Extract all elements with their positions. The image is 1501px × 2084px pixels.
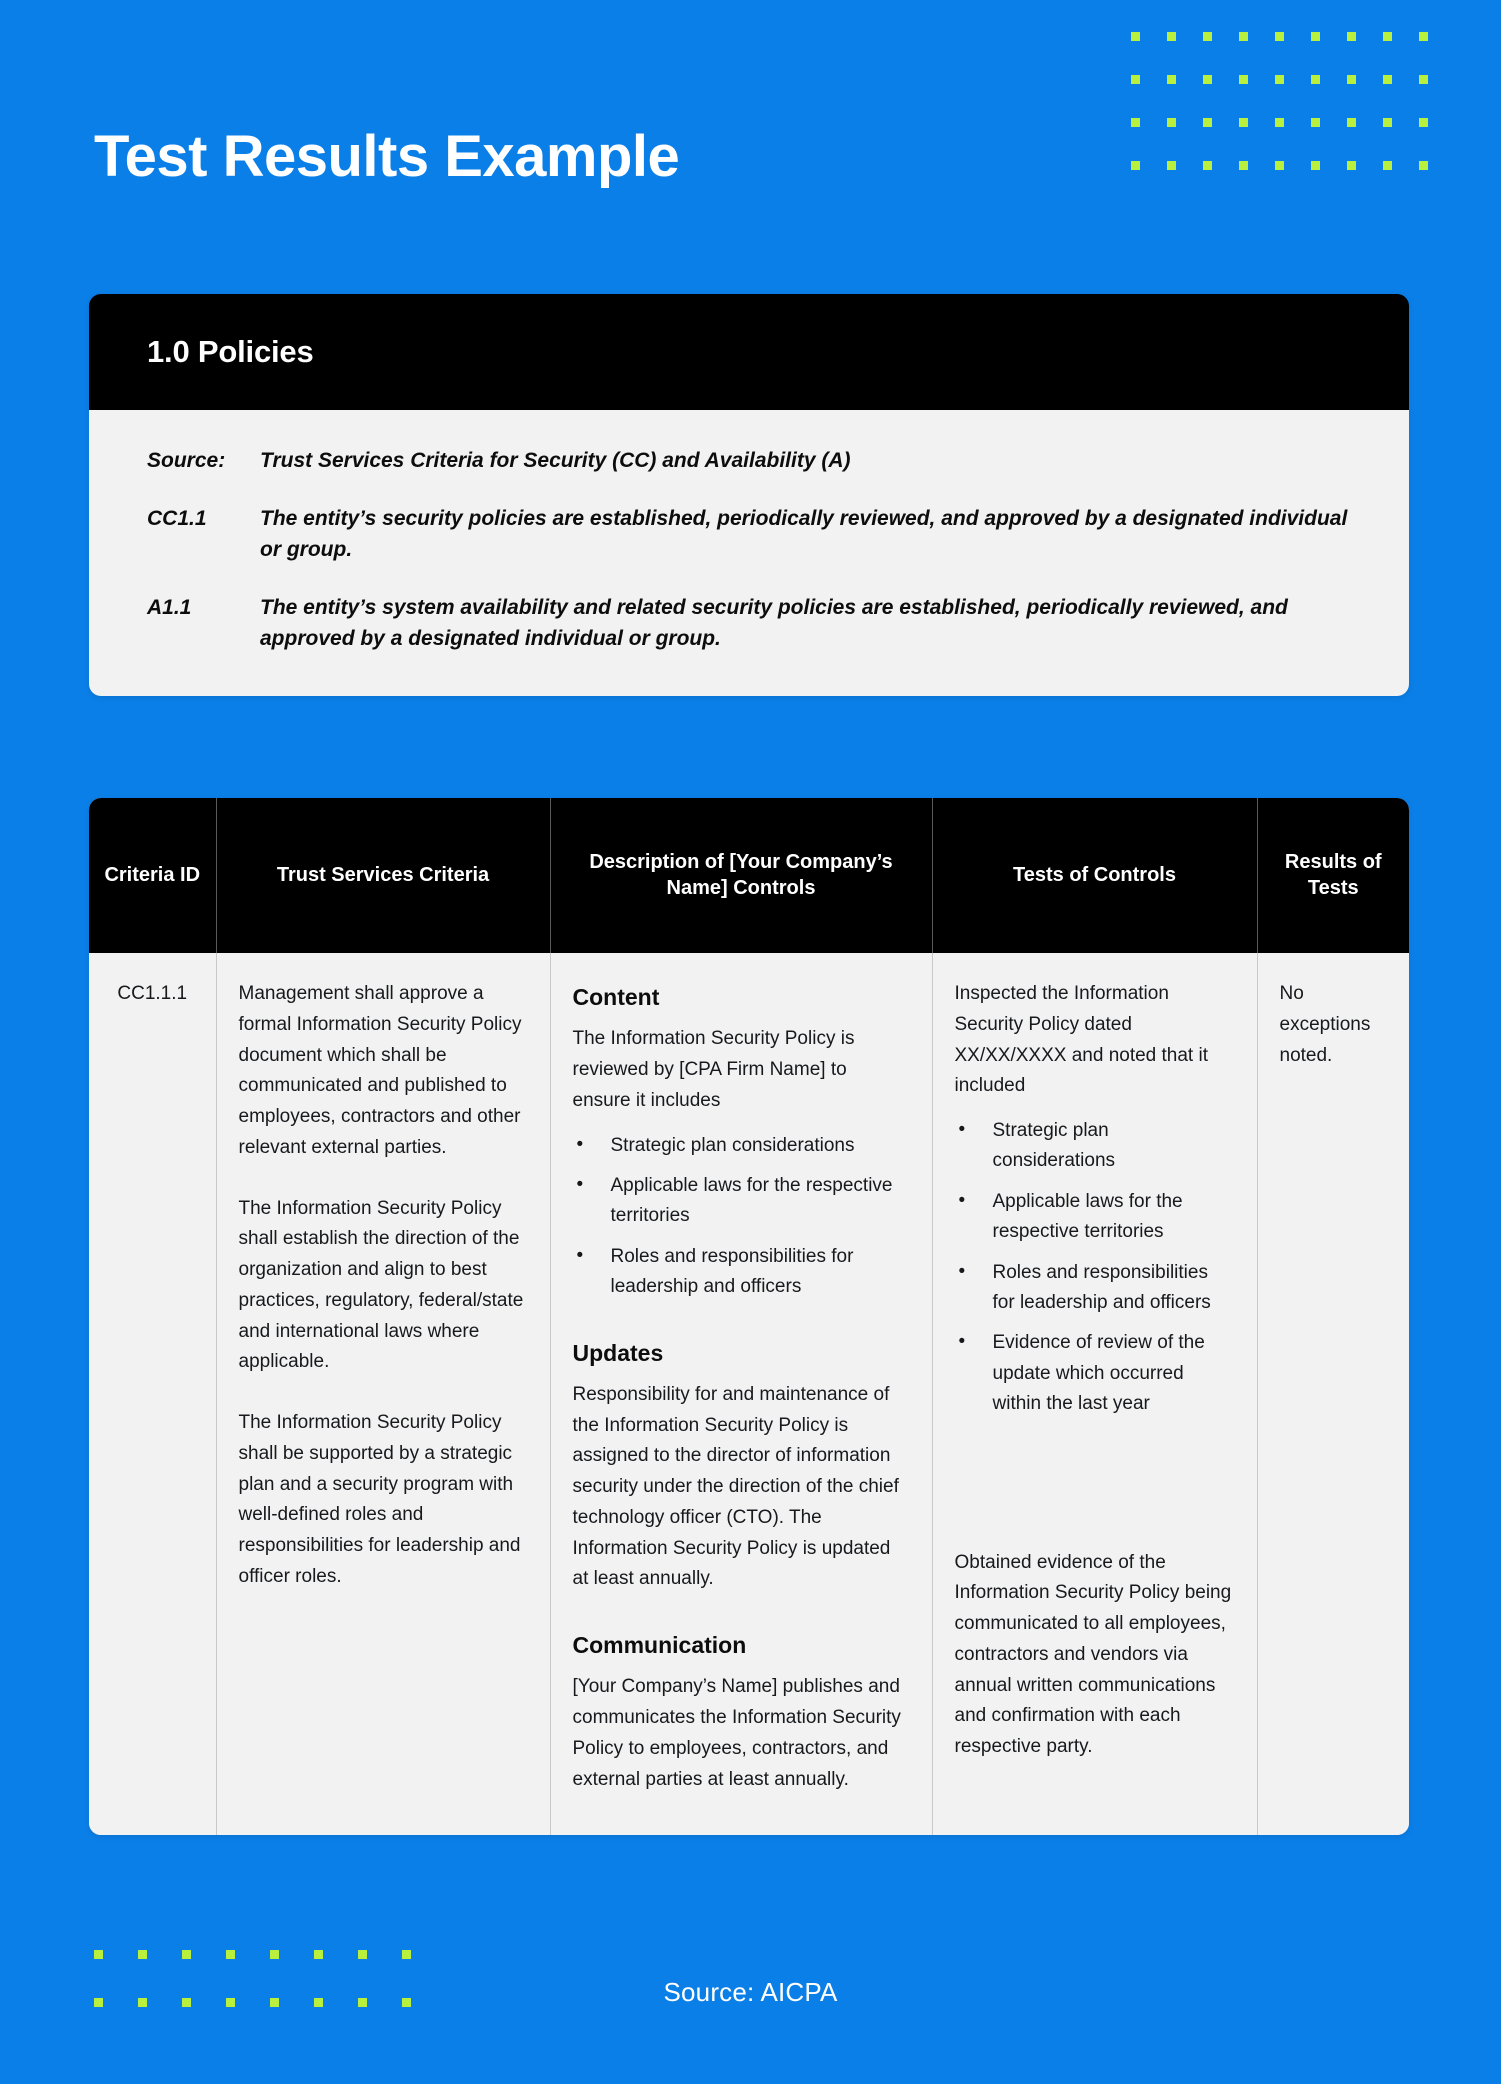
column-header-criteria-id: Criteria ID xyxy=(89,798,216,953)
table-body xyxy=(89,953,1409,1835)
dot-cell xyxy=(1333,104,1369,140)
list-item: • Evidence of review of the update which occurred within the last year xyxy=(955,1328,1235,1419)
cell-results-of-tests: No exceptions noted. xyxy=(1257,953,1409,1835)
dot xyxy=(1167,161,1176,170)
dot-cell xyxy=(1297,18,1333,54)
dot xyxy=(1275,75,1284,84)
dot xyxy=(1131,75,1140,84)
dot xyxy=(182,1950,191,1959)
policy-row-source xyxy=(147,446,1351,476)
column-header-results-of-tests: Results of Tests xyxy=(1257,798,1409,953)
cell-trust-services-criteria xyxy=(216,953,550,1835)
column-header-description-of-controls: Description of [Your Company’s Name] Controls xyxy=(550,798,932,953)
criteria-paragraph: Management shall approve a formal Information Security Policy document which shall be communicated and published to employees, contractors and other relevant external parties. xyxy=(238,983,522,1158)
dot xyxy=(1239,32,1248,41)
dot-cell xyxy=(344,1936,380,1972)
list-item: • Roles and responsibilities for leadership and officers xyxy=(955,1258,1235,1319)
dot-cell xyxy=(388,1936,424,1972)
dot-cell xyxy=(80,1936,116,1972)
dot-cell xyxy=(1333,18,1369,54)
column-header-trust-services-criteria: Trust Services Criteria xyxy=(216,798,550,953)
dot xyxy=(1311,32,1320,41)
dot xyxy=(1203,32,1212,41)
dot xyxy=(138,1950,147,1959)
policies-card-header: 1.0 Policies xyxy=(89,294,1409,410)
dot-cell xyxy=(1189,61,1225,97)
dot xyxy=(1239,118,1248,127)
subsection-heading-content: Content xyxy=(572,984,660,1010)
dot xyxy=(1275,161,1284,170)
dot-cell xyxy=(1297,147,1333,183)
spacer xyxy=(955,1420,1235,1548)
policy-text: Trust Services Criteria for Security (CC) and Availability (A) xyxy=(260,449,851,472)
dot xyxy=(1383,118,1392,127)
dot-cell xyxy=(1153,18,1189,54)
dot-cell xyxy=(300,1936,336,1972)
dot xyxy=(94,1950,103,1959)
dot xyxy=(270,1950,279,1959)
dot xyxy=(1383,161,1392,170)
dot xyxy=(1203,75,1212,84)
policy-label: Source: xyxy=(147,449,226,472)
dot xyxy=(314,1950,323,1959)
dot-cell xyxy=(1405,104,1441,140)
dot-cell xyxy=(1117,61,1153,97)
dot-cell xyxy=(1153,147,1189,183)
policy-row-a11 xyxy=(147,593,1351,654)
table-header-row xyxy=(89,798,1409,953)
dot-cell xyxy=(1405,61,1441,97)
dot-cell xyxy=(1225,61,1261,97)
criteria-paragraph: The Information Security Policy shall establish the direction of the organization and align to best practices, regulatory, federal/state and international laws where applicable. xyxy=(238,1197,524,1373)
dot xyxy=(1131,161,1140,170)
dot xyxy=(1275,118,1284,127)
dot-cell xyxy=(1369,61,1405,97)
dot-cell xyxy=(1261,18,1297,54)
table-header xyxy=(89,798,1409,953)
content-bullet-list xyxy=(573,1131,910,1303)
dot-cell xyxy=(1117,104,1153,140)
dot xyxy=(1203,161,1212,170)
dot-cell xyxy=(1261,147,1297,183)
tests-intro-paragraph: Inspected the Information Security Policy dated XX/XX/XXXX and noted that it included xyxy=(954,983,1208,1097)
dot-cell xyxy=(256,1936,292,1972)
content-paragraph: The Information Security Policy is reviewed by [CPA Firm Name] to ensure it includes xyxy=(572,1028,855,1111)
dot xyxy=(1167,32,1176,41)
dot xyxy=(1419,118,1428,127)
dot-cell xyxy=(168,1936,204,1972)
dot xyxy=(1383,75,1392,84)
dot xyxy=(1131,118,1140,127)
dot xyxy=(1203,118,1212,127)
test-results-table xyxy=(89,798,1409,1835)
list-item: • Roles and responsibilities for leadership and officers xyxy=(573,1242,910,1303)
dot-cell xyxy=(1225,147,1261,183)
dot xyxy=(1347,75,1356,84)
list-item: • Strategic plan considerations xyxy=(573,1131,910,1161)
dot xyxy=(1167,75,1176,84)
dot-cell xyxy=(1189,147,1225,183)
policy-label: A1.1 xyxy=(147,596,192,620)
dot-cell xyxy=(1333,147,1369,183)
cell-criteria-id: CC1.1.1 xyxy=(89,953,216,1835)
updates-paragraph: Responsibility for and maintenance of the Information Security Policy is assigned to the director of information security under the direction of the chief technology officer (CTO). The Information Security Policy is updated at least annually. xyxy=(572,1383,899,1590)
page-title: Test Results Example xyxy=(94,124,680,189)
dot xyxy=(1347,161,1356,170)
dot xyxy=(1311,118,1320,127)
dot-cell xyxy=(1405,18,1441,54)
tests-closing-paragraph: Obtained evidence of the Information Security Policy being communicated to all employees, contractors and vendors via annual written communications and confirmation with each respective party. xyxy=(954,1551,1232,1758)
dot-cell xyxy=(1153,61,1189,97)
decorative-dot-grid-top-right xyxy=(1117,18,1441,190)
table-row xyxy=(89,953,1409,1835)
dot-cell xyxy=(1189,18,1225,54)
dot-cell xyxy=(1225,104,1261,140)
policy-text: The entity’s security policies are established, periodically reviewed, and approved by a designated individual or group. xyxy=(260,507,1348,561)
dot xyxy=(402,1950,411,1959)
dot-cell xyxy=(1225,18,1261,54)
dot-cell xyxy=(1261,61,1297,97)
dot xyxy=(1131,32,1140,41)
policies-card xyxy=(89,294,1409,696)
subsection-heading-updates: Updates xyxy=(572,1339,664,1366)
list-item: • Strategic plan considerations xyxy=(955,1116,1235,1177)
dot-cell xyxy=(1261,104,1297,140)
policy-text: The entity’s system availability and related security policies are established, periodically reviewed, and approved by a designated individual or group. xyxy=(260,596,1288,650)
dot-cell xyxy=(1405,147,1441,183)
footer-source-label: Source: AICPA xyxy=(663,1977,838,2007)
tests-bullet-list xyxy=(955,1116,1235,1420)
communication-paragraph: [Your Company’s Name] publishes and communicates the Information Security Policy to employees, contractors, and external parties at least annually. xyxy=(572,1676,901,1790)
dot xyxy=(358,1950,367,1959)
dot-cell xyxy=(1333,61,1369,97)
policies-card-body xyxy=(89,410,1409,696)
criteria-paragraph: The Information Security Policy shall be supported by a strategic plan and a security program with well-defined roles and responsibilities for leadership and officer roles. xyxy=(238,1412,521,1588)
dot xyxy=(1383,32,1392,41)
dot-cell xyxy=(1153,104,1189,140)
dot xyxy=(1239,75,1248,84)
dot xyxy=(1419,161,1428,170)
dot-cell xyxy=(124,1936,160,1972)
dot xyxy=(1239,161,1248,170)
dot-cell xyxy=(1297,104,1333,140)
dot-cell xyxy=(1369,147,1405,183)
dot-cell xyxy=(1369,104,1405,140)
dot xyxy=(1311,75,1320,84)
dot-cell xyxy=(1189,104,1225,140)
policy-label: CC1.1 xyxy=(147,507,207,531)
results-table-element xyxy=(89,798,1409,1835)
dot-cell xyxy=(1117,18,1153,54)
cell-description-of-controls xyxy=(550,953,932,1835)
subsection-heading-communication: Communication xyxy=(572,1632,747,1659)
dot-cell xyxy=(1297,61,1333,97)
dot xyxy=(1275,32,1284,41)
dot xyxy=(1419,75,1428,84)
dot xyxy=(1167,118,1176,127)
dot-cell xyxy=(1369,18,1405,54)
dot xyxy=(226,1950,235,1959)
column-header-tests-of-controls: Tests of Controls xyxy=(932,798,1257,953)
dot xyxy=(1347,32,1356,41)
list-item: • Applicable laws for the respective territories xyxy=(573,1171,910,1232)
cell-tests-of-controls xyxy=(932,953,1257,1835)
dot xyxy=(1347,118,1356,127)
dot xyxy=(1419,32,1428,41)
dot-cell xyxy=(1117,147,1153,183)
dot-cell xyxy=(212,1936,248,1972)
dot xyxy=(1311,161,1320,170)
policy-row-cc11 xyxy=(147,504,1351,565)
list-item: • Applicable laws for the respective territories xyxy=(955,1187,1235,1248)
